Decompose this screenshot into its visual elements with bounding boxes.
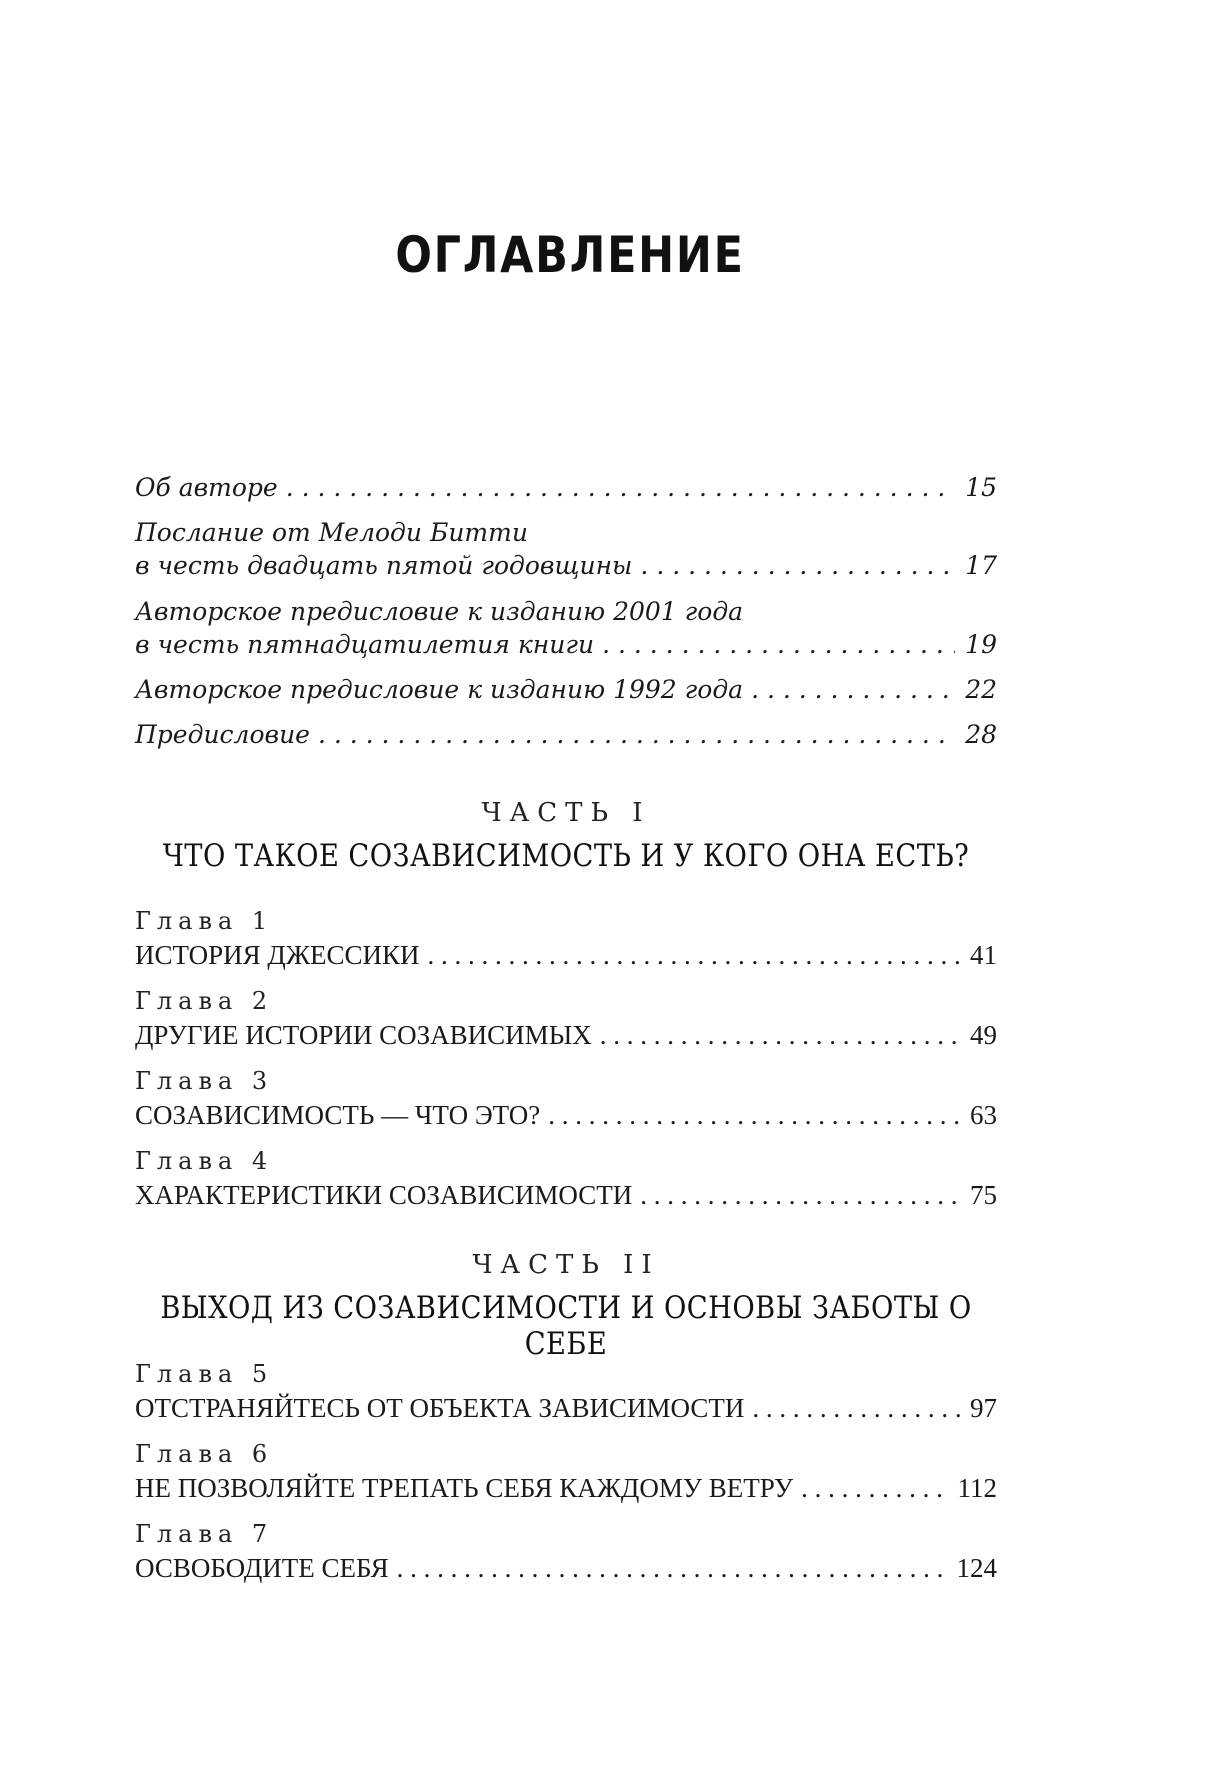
toc-page-number: 15	[965, 473, 997, 502]
dot-leader	[640, 549, 955, 582]
toc-entry-preface-1992[interactable]	[135, 673, 997, 706]
toc-page-number: 41	[970, 940, 997, 970]
dot-leader	[428, 939, 960, 972]
toc-chapter-3[interactable]	[135, 1099, 997, 1132]
toc-page-number: 63	[970, 1100, 997, 1130]
toc-page-number: 17	[965, 551, 997, 580]
chapter-label: Глава 4	[135, 1147, 274, 1175]
dot-leader	[640, 1179, 960, 1212]
toc-page-number: 97	[970, 1393, 997, 1423]
chapter-label: Глава 2	[135, 987, 274, 1015]
toc-page-number: 19	[965, 630, 997, 659]
chapter-title: ДРУГИЕ ИСТОРИИ СОЗАВИСИМЫХ	[135, 1020, 592, 1050]
dot-leader	[548, 1099, 960, 1132]
chapter-title: НЕ ПОЗВОЛЯЙТЕ ТРЕПАТЬ СЕБЯ КАЖДОМУ ВЕТРУ	[135, 1473, 794, 1503]
toc-chapter-6[interactable]	[135, 1472, 997, 1505]
toc-chapter-5[interactable]	[135, 1392, 997, 1425]
chapter-title: СОЗАВИСИМОСТЬ — ЧТО ЭТО?	[135, 1100, 541, 1130]
toc-page-number: 124	[956, 1553, 997, 1583]
chapter-label: Глава 3	[135, 1067, 274, 1095]
toc-entry-title: Об авторе	[135, 473, 278, 502]
toc-entry-foreword[interactable]	[135, 718, 997, 751]
chapter-title: ОСВОБОДИТЕ СЕБЯ	[135, 1553, 389, 1583]
toc-page-number: 112	[957, 1473, 997, 1503]
toc-entry-message-anniversary[interactable]	[135, 516, 997, 582]
chapter-label: Глава 7	[135, 1520, 274, 1548]
dot-leader	[397, 1552, 947, 1585]
toc-chapter-4[interactable]	[135, 1179, 997, 1212]
toc-entry-preface-2001[interactable]	[135, 595, 997, 661]
part-label: ЧАСТЬ II	[472, 1250, 660, 1280]
toc-page-number: 75	[970, 1180, 997, 1210]
page-title: ОГЛАВЛЕНИЕ	[395, 226, 745, 284]
toc-page-number: 22	[965, 675, 997, 704]
toc-entry-title-cont: в честь двадцать пятой годовщины	[135, 551, 633, 580]
dot-leader	[286, 471, 955, 504]
dot-leader	[751, 673, 955, 706]
toc-page-number: 28	[965, 720, 997, 749]
toc-chapter-1[interactable]	[135, 939, 997, 972]
toc-entry-title: Предисловие	[135, 720, 310, 749]
part-title: ЧТО ТАКОЕ СОЗАВИСИМОСТЬ И У КОГО ОНА ЕСТЬ?	[162, 838, 970, 874]
toc-chapter-2[interactable]	[135, 1019, 997, 1052]
toc-chapter-7[interactable]	[135, 1552, 997, 1585]
toc-entry-title: Авторское предисловие к изданию 2001 года	[135, 597, 744, 626]
part-title: ВЫХОД ИЗ СОЗАВИСИМОСТИ И ОСНОВЫ ЗАБОТЫ О СЕБЕ	[160, 1290, 972, 1362]
dot-leader	[752, 1392, 960, 1425]
dot-leader	[801, 1472, 947, 1505]
chapter-label: Глава 5	[135, 1360, 274, 1388]
chapter-title: ХАРАКТЕРИСТИКИ СОЗАВИСИМОСТИ	[135, 1180, 633, 1210]
chapter-title: ИСТОРИЯ ДЖЕССИКИ	[135, 940, 420, 970]
part-label: ЧАСТЬ I	[481, 798, 651, 828]
toc-entry-title-cont: в честь пятнадцатилетия книги	[135, 630, 595, 659]
chapter-title: ОТСТРАНЯЙТЕСЬ ОТ ОБЪЕКТА ЗАВИСИМОСТИ	[135, 1393, 745, 1423]
chapter-label: Глава 1	[135, 907, 274, 935]
toc-page-number: 49	[970, 1020, 997, 1050]
dot-leader	[600, 1019, 960, 1052]
toc-entry-title: Послание от Мелоди Битти	[135, 518, 528, 547]
chapter-label: Глава 6	[135, 1440, 274, 1468]
toc-entry-title: Авторское предисловие к изданию 1992 года	[135, 675, 744, 704]
dot-leader	[602, 628, 955, 661]
dot-leader	[318, 718, 955, 751]
toc-entry-about-author[interactable]	[135, 471, 997, 504]
